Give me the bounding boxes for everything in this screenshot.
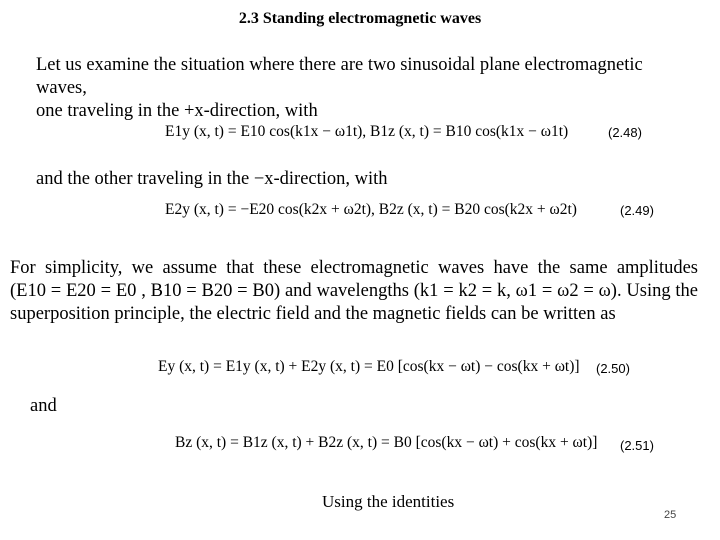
equation-2-50: Ey (x, t) = E1y (x, t) + E2y (x, t) = E0 [cos(kx − ωt) − cos(kx + ωt)] (158, 358, 580, 375)
slide-title: 2.3 Standing electromagnetic waves (238, 10, 482, 27)
other-wave-line: and the other traveling in the −x-direction, with (36, 169, 388, 189)
equation-2-51: Bz (x, t) = B1z (x, t) + B2z (x, t) = B0 [cos(kx − ωt) + cos(kx + ωt)] (175, 434, 598, 451)
equation-number-2-50: (2.50) (596, 361, 630, 376)
equation-number-2-51: (2.51) (620, 438, 654, 453)
identities-line: Using the identities (322, 492, 455, 511)
intro-line-2: one traveling in the +x-direction, with (36, 101, 318, 121)
and-word: and (30, 396, 57, 416)
page-number: 25 (664, 509, 677, 521)
simplicity-line-2: (E10 = E20 = E0 , B10 = B20 = B0) and wavelengths (k1 = k2 = k, ω1 = ω2 = ω). Using the (10, 281, 698, 301)
equation-2-49: E2y (x, t) = −E20 cos(k2x + ω2t), B2z (x, t) = B20 cos(k2x + ω2t) (165, 201, 577, 218)
simplicity-paragraph (10, 257, 698, 326)
simplicity-line-1: For simplicity, we assume that these electromagnetic waves have the same amplitudes (10, 258, 698, 278)
simplicity-line-3: superposition principle, the electric field and the magnetic fields can be written as (10, 304, 616, 324)
intro-paragraph (36, 54, 696, 123)
equation-number-2-49: (2.49) (620, 203, 654, 218)
intro-line-1: Let us examine the situation where there are two sinusoidal plane electromagnetic waves, (36, 55, 643, 98)
equation-number-2-48: (2.48) (608, 125, 642, 140)
equation-2-48: E1y (x, t) = E10 cos(k1x − ω1t), B1z (x, t) = B10 cos(k1x − ω1t) (165, 123, 569, 140)
